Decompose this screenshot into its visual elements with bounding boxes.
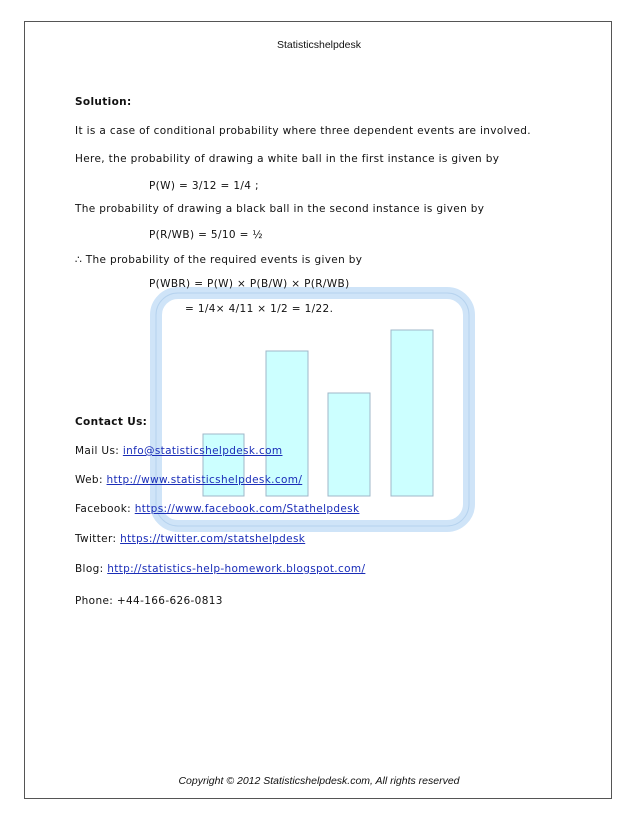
first-instance-text: Here, the probability of drawing a white ball in the first instance is given by [75, 153, 500, 165]
facebook-link[interactable]: https://www.facebook.com/Stathelpdesk [134, 503, 360, 515]
first-instance-formula: P(W) = 3/12 = 1/4 ; [149, 180, 259, 192]
page-footer-copyright: Copyright © 2012 Statisticshelpdesk.com, All rights reserved [178, 775, 460, 787]
web-label: Web: [75, 474, 103, 486]
web-row [75, 474, 302, 486]
web-link[interactable]: http://www.statisticshelpdesk.com/ [106, 474, 303, 486]
phone-value: +44-166-626-0813 [116, 595, 223, 607]
facebook-row [75, 503, 359, 515]
mail-label: Mail Us: [75, 445, 120, 457]
solution-heading: Solution: [75, 96, 132, 108]
required-events-text: ∴ The probability of the required events is given by [75, 254, 363, 266]
mail-row [75, 445, 282, 457]
solution-intro: It is a case of conditional probability where three dependent events are involved. [75, 125, 531, 137]
phone-label: Phone: [75, 595, 114, 607]
mail-link[interactable]: info@statisticshelpdesk.com [122, 445, 283, 457]
contact-heading: Contact Us: [75, 416, 148, 428]
required-events-formula: P(WBR) = P(W) × P(B/W) × P(R/WB) [149, 278, 350, 290]
second-instance-formula: P(R/WB) = 5/10 = ½ [149, 229, 263, 241]
bar-chart-watermark-icon [150, 287, 475, 532]
blog-label: Blog: [75, 563, 104, 575]
phone-row [75, 595, 223, 607]
twitter-label: Twitter: [75, 533, 117, 545]
second-instance-text: The probability of drawing a black ball in the second instance is given by [75, 203, 485, 215]
blog-row [75, 563, 365, 575]
facebook-label: Facebook: [75, 503, 132, 515]
blog-link[interactable]: http://statistics-help-homework.blogspot.com/ [107, 563, 366, 575]
twitter-link[interactable]: https://twitter.com/statshelpdesk [120, 533, 306, 545]
page-header: Statisticshelpdesk [276, 39, 362, 51]
result-formula: = 1/4× 4/11 × 1/2 = 1/22. [185, 303, 334, 315]
twitter-row [75, 533, 305, 545]
